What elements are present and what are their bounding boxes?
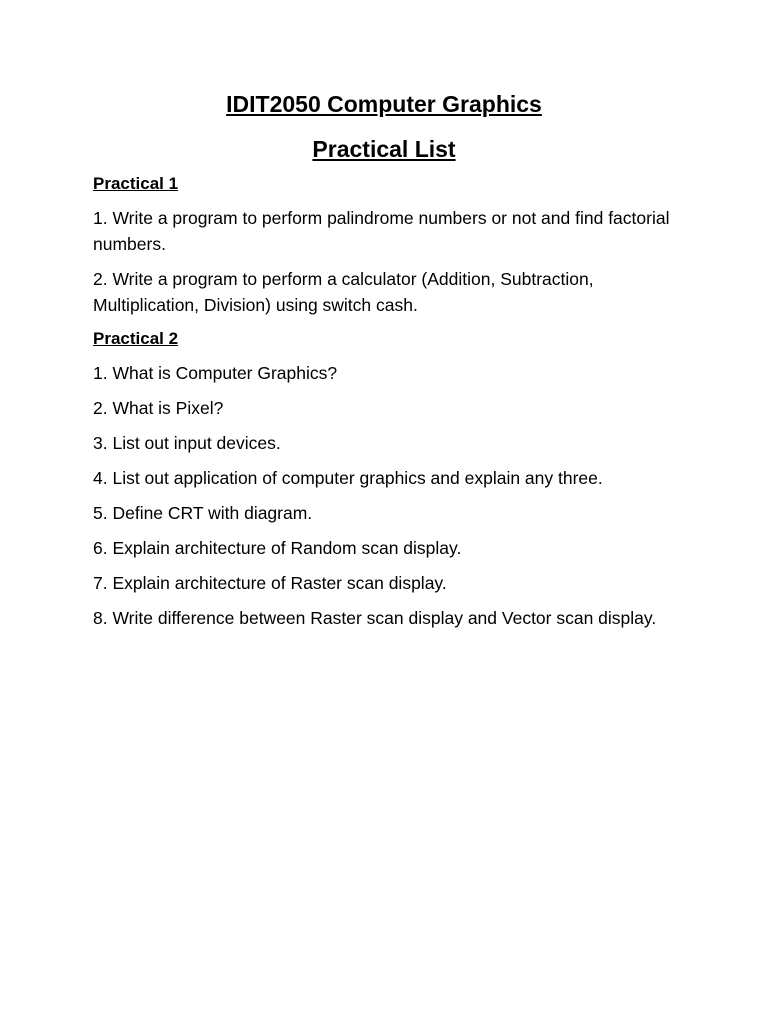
document-subtitle: Practical List	[312, 136, 456, 162]
list-item: 1. What is Computer Graphics?	[93, 363, 338, 383]
list-item: 7. Explain architecture of Raster scan display.	[93, 573, 447, 593]
section-practical-2	[93, 327, 675, 631]
section-heading: Practical 1	[93, 174, 179, 193]
list-item: 8. Write difference between Raster scan display and Vector scan display.	[93, 608, 657, 628]
list-item: 2. Write a program to perform a calculator (Addition, Subtraction, Multiplication, Division) using switch cash.	[93, 269, 594, 315]
list-item: 6. Explain architecture of Random scan display.	[93, 538, 462, 558]
list-item: 1. Write a program to perform palindrome numbers or not and find factorial numbers.	[93, 208, 670, 254]
list-item: 5. Define CRT with diagram.	[93, 503, 313, 523]
list-item: 3. List out input devices.	[93, 433, 281, 453]
section-practical-1	[93, 172, 675, 318]
section-heading: Practical 2	[93, 329, 179, 348]
list-item: 2. What is Pixel?	[93, 398, 224, 418]
document-title: IDIT2050 Computer Graphics	[226, 91, 542, 117]
document-content	[93, 88, 675, 640]
list-item: 4. List out application of computer graphics and explain any three.	[93, 468, 603, 488]
